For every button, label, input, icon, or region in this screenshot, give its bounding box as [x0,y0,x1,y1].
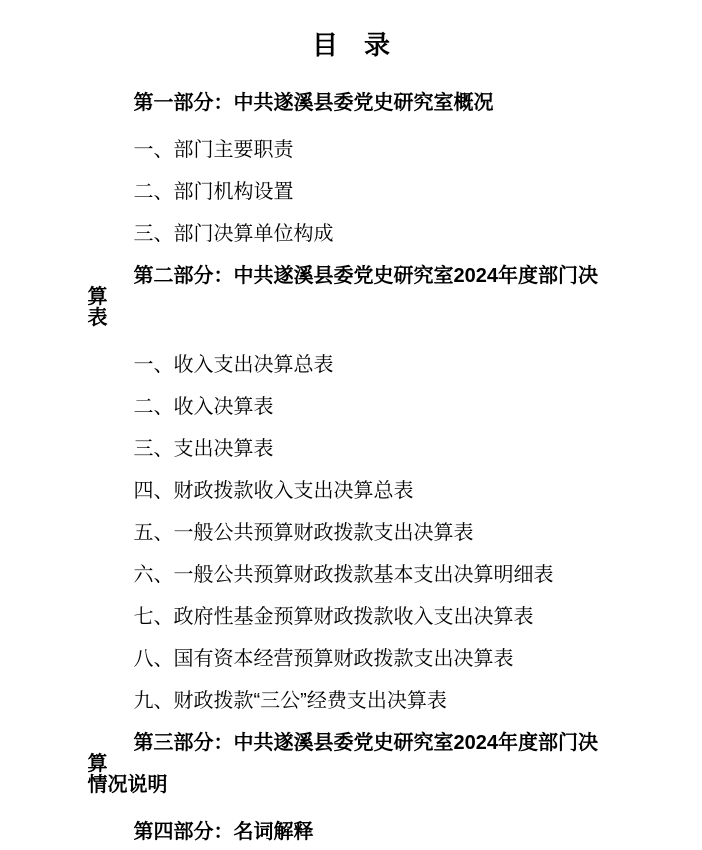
toc-part2-item-9 [88,691,615,712]
toc-text: 一、部门主要职责 [133,139,294,161]
toc-text: 二、部门机构设置 [133,181,294,203]
table-of-contents [88,93,615,843]
document-page [0,28,702,850]
toc-text: 五、一般公共预算财政拨款支出决算表 [133,522,474,544]
toc-part2-item-5 [88,523,615,544]
toc-part1-item-3 [88,224,615,245]
toc-text: 六、一般公共预算财政拨款基本支出决算明细表 [133,564,554,586]
toc-text: 四、财政拨款收入支出决算总表 [133,480,414,502]
toc-text: 七、政府性基金预算财政拨款收入支出决算表 [133,606,534,628]
toc-text: 三、支出决算表 [133,438,274,460]
toc-text: 八、国有资本经营预算财政拨款支出决算表 [133,648,514,670]
toc-part2-item-4 [88,481,615,502]
toc-text: 二、收入决算表 [133,396,274,418]
toc-part2-item-3 [88,439,615,460]
toc-text: 第四部分：名词解释 [133,821,314,843]
toc-text: 情况说明 [87,774,168,796]
toc-text: 表 [87,307,108,329]
toc-part4-heading [88,822,615,843]
toc-part1-item-1 [88,140,615,161]
toc-part2-item-1 [88,355,615,376]
page-title: 目 录 [311,30,390,60]
toc-text: 一、收入支出决算总表 [133,354,334,376]
toc-part2-item-8 [88,649,615,670]
toc-part2-item-2 [88,397,615,418]
toc-text: 第二部分：中共遂溪县委党史研究室2024年度部门决算 [87,265,598,308]
toc-text: 第三部分：中共遂溪县委党史研究室2024年度部门决算 [87,732,598,775]
toc-part1-heading [88,93,615,114]
toc-text: 第一部分：中共遂溪县委党史研究室概况 [133,92,494,114]
toc-part2-heading [88,266,615,329]
toc-part3-heading [88,733,615,796]
toc-part2-item-6 [88,565,615,586]
toc-part2-item-7 [88,607,615,628]
toc-text: 三、部门决算单位构成 [133,223,334,245]
toc-text: 九、财政拨款“三公”经费支出决算表 [133,690,447,712]
toc-part1-item-2 [88,182,615,203]
